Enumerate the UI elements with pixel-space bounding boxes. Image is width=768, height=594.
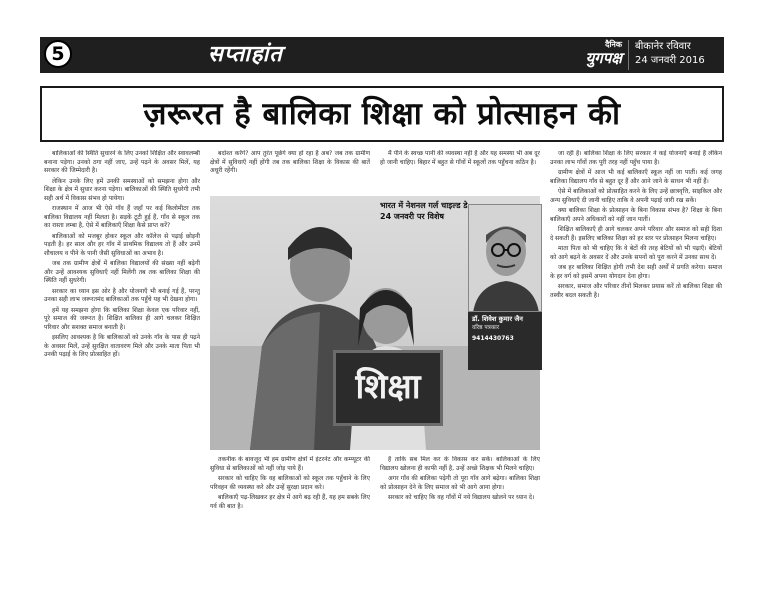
article-headline: ज़रूरत है बालिका शिक्षा को प्रोत्साहन की — [143, 96, 621, 132]
author-role: वरिष्ठ पत्रकार — [472, 325, 500, 331]
article-paragraph: मैं पीने के स्वच्छ पानी की व्यवस्था नहीं है और यह समस्या भी अब दूर हो जानी चाहिए। बिहार में बहुत से गाँवों में स्कूलों तक पहुँचना कठिन है। — [380, 150, 540, 166]
article-paragraph: बालिकाओं को मजबूर होकर स्कूल और कॉलेज से पढ़ाई छोड़नी पड़ती है। हर साल और हर गाँव में प्राथमिक विद्यालय तो हैं और उनमें शौचालय व पीने के पानी जैसी सुविधाओं का अभाव है। — [44, 232, 200, 257]
article-column-2-bottom — [210, 456, 370, 560]
author-portrait — [468, 204, 542, 312]
article-paragraph: तकनीक के बावजूद भी हम ग्रामीण क्षेत्रों में इंटरनेट और कम्प्यूटर की सुविधा से बालिकाओं को नहीं जोड़ पाये हैं। — [210, 456, 370, 472]
article-paragraph: क्या बालिका शिक्षा के प्रोत्साहन के बिना विकास संभव है? शिक्षा के बिना बालिकाएँ अपने अधिकारों को नहीं जान पातीं। — [550, 207, 722, 223]
chalk-slate — [333, 350, 443, 426]
section-title: सप्ताहांत — [208, 41, 283, 67]
edition-info — [628, 40, 720, 70]
article-paragraph: हमें यह समझना होगा कि बालिका शिक्षा केवल एक परिवार नहीं, पूरे समाज की जरूरत है। शिक्षित बालिका ही आगे चलकर शिक्षित परिवार और सशक्त समाज बनाती है। — [44, 306, 200, 331]
photo-kicker: भारत में नेशनल गर्ल चाइल्ड डे 24 जनवरी पर विशेष — [380, 201, 468, 221]
author-portrait-illustration — [469, 205, 542, 312]
article-paragraph: जा रही है। बालिका शिक्षा के लिए सरकार ने कई योजनाएँ बनाई हैं लेकिन उनका लाभ गाँवों तक पूरी तरह नहीं पहुँच पाया है। — [550, 150, 722, 166]
article-paragraph: है ताकि सब मिल कर के विकास कर सकें। बालिकाओं के लिए विद्यालय खोलना ही काफी नहीं है, उन्हें अच्छे शिक्षक भी मिलने चाहिए। — [380, 456, 540, 472]
brand-kicker: दैनिक — [605, 40, 622, 49]
masthead-bar — [40, 37, 724, 73]
article-column-2-top — [210, 150, 370, 190]
article-paragraph: ग्रामीण क्षेत्रों में आज भी कई बालिकाएँ स्कूल नहीं जा पातीं। कई जगह बालिका विद्यालय गाँव से बहुत दूर हैं और आने जाने के साधन भी नहीं हैं। — [550, 169, 722, 185]
article-paragraph: ऐसे में बालिकाओं को प्रोत्साहित करने के लिए उन्हें छात्रवृत्ति, साइकिल और अन्य सुविधाएँ दी जानी चाहिए ताकि वे अपनी पढ़ाई जारी रख सकें। — [550, 188, 722, 204]
newspaper-brand — [552, 40, 622, 70]
article-column-3-top — [380, 150, 540, 196]
edition-date: 24 जनवरी 2016 — [635, 55, 705, 66]
author-credit-box — [468, 312, 542, 370]
author-name: डॉ. शिवेश कुमार जैन — [472, 315, 523, 323]
article-paragraph: राजस्थान में आज भी ऐसे गाँव हैं जहाँ पर कई किलोमीटर तक बालिका विद्यालय नहीं मिलता है। सड़कें टूटी हुई हैं, गाँव से स्कूल तक का रास्ता लम्बा है, ऐसे में बालिकाएँ शिक्षा कैसे प्राप्त करें? — [44, 205, 200, 229]
article-column-1 — [44, 150, 200, 560]
mother-drape — [250, 312, 320, 450]
article-paragraph: बालिकाओं की स्थिति सुधारने के लिए उनको शिक्षित और स्वावलम्बी बनाना पड़ेगा। उनको ठगा नहीं जाए, उन्हें पढ़ने के अवसर मिलें, यह सरकार की जिम्मेदारी है। — [44, 150, 200, 174]
article-paragraph: शिक्षित बालिकाएँ ही आगे चलकर अपने परिवार और समाज को सही दिशा दे सकती हैं। इसलिए बालिका शिक्षा को हर स्तर पर प्रोत्साहन मिलना चाहिए। — [550, 226, 722, 242]
article-column-3-bottom — [380, 456, 540, 560]
headline-box — [40, 86, 724, 142]
article-paragraph: बर्दाश्त करेंगे? आप तुरंत पूछेंगे क्या हो रहा है अब? जब तक ग्रामीण क्षेत्रों में सुविधाएँ नहीं होंगी तब तक बालिका शिक्षा के विकास की बातें अधूरी रहेंगी। — [210, 150, 370, 174]
article-paragraph: बालिकाएँ पढ़-लिखकर हर क्षेत्र में आगे बढ़ रही हैं, यह हम सबके लिए गर्व की बात है। — [210, 494, 370, 510]
edition-city: बीकानेर रविवार — [635, 41, 691, 52]
article-paragraph: अगर गाँव की बालिका पढ़ेगी तो पूरा गाँव आगे बढ़ेगा। बालिका शिक्षा को प्रोत्साहन देने के लिए समाज को भी आगे आना होगा। — [380, 475, 540, 491]
article-paragraph: सरकार का ध्यान इस ओर है और योजनाएँ भी बनाई गई हैं, परन्तु उनका सही लाभ जरूरतमंद बालिकाओं तक पहुँचे यह भी देखना होगा। — [44, 287, 200, 303]
article-paragraph: सरकार, समाज और परिवार तीनों मिलकर प्रयास करें तो बालिका शिक्षा की तस्वीर बदल सकती है। — [550, 283, 722, 299]
article-paragraph: सरकार को चाहिए कि वह बालिकाओं को स्कूल तक पहुँचाने के लिए परिवहन की व्यवस्था करे और उन्हें सुरक्षा प्रदान करे। — [210, 475, 370, 491]
article-paragraph: सरकार को चाहिए कि वह गाँवों में नये विद्यालय खोलने पर ध्यान दे। — [388, 494, 535, 501]
article-paragraph: माता पिता को भी चाहिए कि वे बेटों की तरह बेटियों को भी पढ़ाएँ। बेटियों को आगे बढ़ने के अवसर दें और उनके सपनों को पूरा करने में उनका साथ दें। — [550, 245, 722, 261]
article-paragraph: जब हर बालिका शिक्षित होगी तभी देश सही अर्थों में प्रगति करेगा। समाज के हर वर्ग को इसमें अपना योगदान देना होगा। — [550, 264, 722, 280]
brand-name: युगपक्ष — [585, 49, 622, 67]
page-number: 5 — [44, 40, 72, 68]
article-paragraph: लेकिन उनके लिए हमें उनकी समस्याओं को समझना होगा और शिक्षा के क्षेत्र में सुधार करना पड़ेगा। बालिकाओं की स्थिति सुधरेगी तभी सही अर्थ में विकास संभव हो पायेगा। — [44, 177, 200, 202]
article-paragraph: इसलिए आवश्यक है कि बालिकाओं को उनके गाँव के पास ही पढ़ने के अवसर मिलें, उन्हें सुरक्षित वातावरण मिले और उनके माता पिता भी उनकी पढ़ाई के लिए प्रोत्साहित हों। — [44, 334, 200, 358]
slate-word: शिक्षा — [355, 367, 421, 407]
article-paragraph: जब तक ग्रामीण क्षेत्रों में बालिका विद्यालयों की संख्या नहीं बढ़ेगी और उन्हें आवश्यक सुविधाएँ नहीं मिलेंगी तब तक बालिका शिक्षा की स्थिति नहीं सुधरेगी। — [44, 260, 200, 284]
article-column-4 — [550, 150, 722, 560]
author-phone: 9414430763 — [472, 335, 514, 342]
